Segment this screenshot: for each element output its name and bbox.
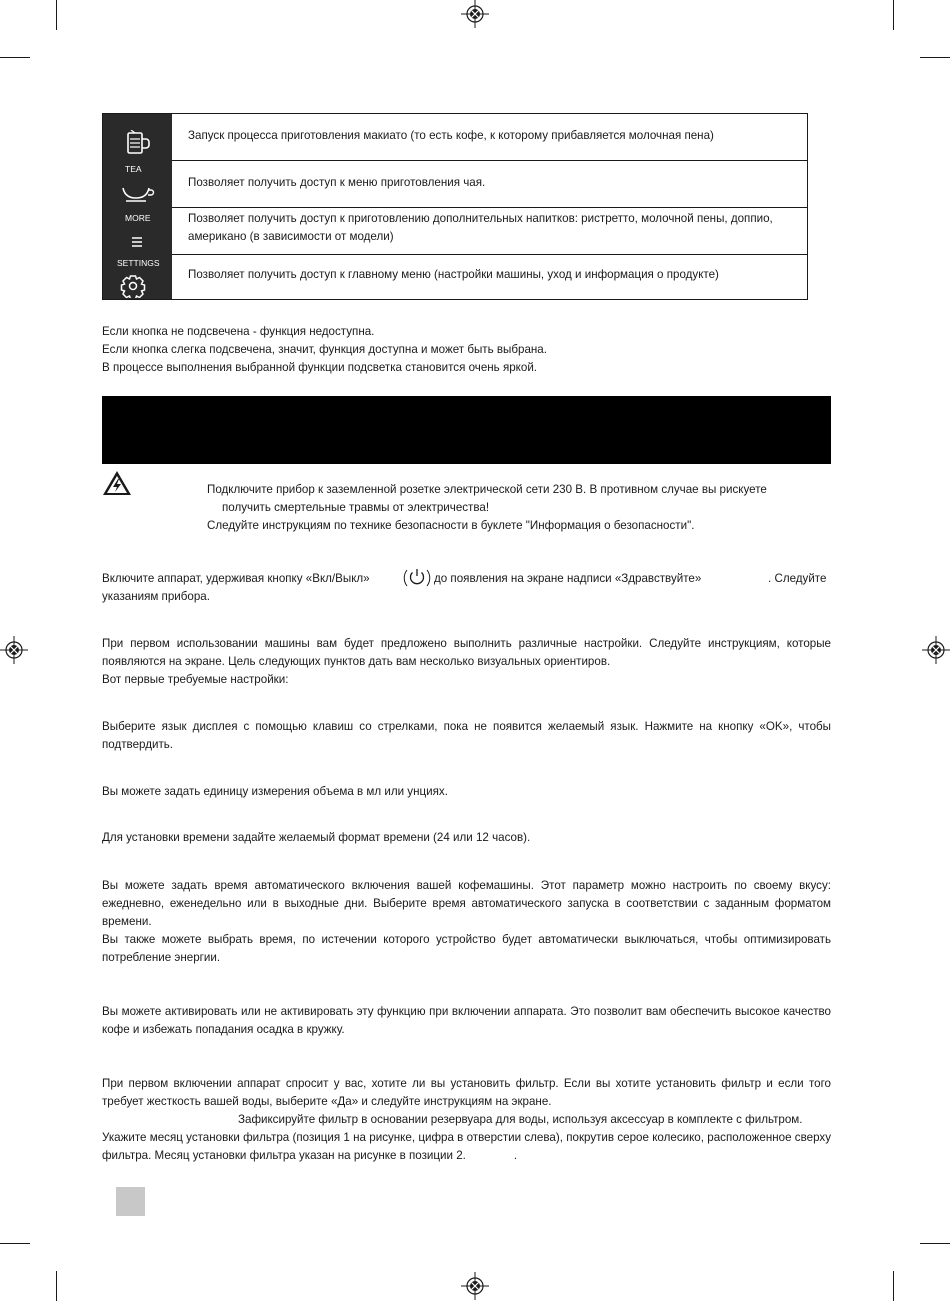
filter-text-3-body: Укажите месяц установки фильтра (позиция 1 на рисунке, цифра в отверстии слева), покрутив серое колесико, расположенное сверху фильтра. Месяц установки фильтра указан на рисунке в позиции 2. [102, 1131, 831, 1162]
first-use-paragraph [102, 635, 831, 689]
language-paragraph: Выберите язык дисплея с помощью клавиш со стрелками, пока не появится желаемый язык. Нажмите на кнопку «OK», чтобы подтвердить. [102, 720, 831, 751]
button-state-line: Если кнопка не подсвечена - функция недоступна. [102, 325, 375, 338]
table-row-icon-cell [102, 160, 172, 207]
time-paragraph: Для установки времени задайте желаемый формат времени (24 или 12 часов). [102, 831, 531, 844]
registration-mark-top [461, 0, 489, 28]
tea-description: Позволяет получить доступ к меню приготовления чая. [188, 176, 486, 189]
crop-mark [893, 1271, 894, 1301]
filter-text-3 [102, 1129, 831, 1165]
settings-label: SETTINGS [117, 258, 160, 268]
first-use-text: При первом использовании машины вам будет предложено выполнить различные настройки. Следуйте инструкциям, которые появляются на экране. Цель следующих пунктов дать вам несколько визуальных ориентиров. [102, 637, 831, 668]
power-on-text-4: указаниям прибора. [102, 590, 210, 603]
units-paragraph: Вы можете задать единицу измерения объема в мл или унциях. [102, 785, 448, 798]
settings-description: Позволяет получить доступ к главному меню (настройки машины, уход и информация о продукте) [188, 268, 719, 281]
crop-mark [920, 57, 950, 58]
power-icon [402, 563, 432, 593]
auto-on-text: Вы можете задать время автоматического включения вашей кофемашины. Этот параметр можно настроить по своему вкусу: ежедневно, еженедельно или в выходные дни. Выберите время автоматического запуска в соответствии с заданным форматом времени. [102, 879, 831, 928]
warning-line-2: получить смертельные травмы от электричества! [222, 501, 490, 514]
crop-mark [56, 1271, 57, 1301]
first-use-list-intro: Вот первые требуемые настройки: [102, 673, 289, 686]
crop-mark [893, 0, 894, 30]
more-label: MORE [125, 213, 151, 223]
button-state-line: В процессе выполнения выбранной функции подсветка становится очень яркой. [102, 361, 538, 374]
auto-off-text: Вы также можете выбрать время, по истечении которого устройство будет автоматически выключаться, чтобы оптимизировать потребление энергии. [102, 933, 831, 964]
power-on-text-3: . Следуйте [768, 572, 827, 585]
registration-mark-left [0, 636, 28, 664]
registration-mark-right [922, 636, 950, 664]
filter-text-2: Зафиксируйте фильтр в основании резервуара для воды, используя аксессуар в комплекте с фильтром. [238, 1113, 803, 1126]
macchiato-cup-icon [102, 130, 172, 156]
filter-paragraph [102, 1075, 831, 1165]
crop-mark [920, 1243, 950, 1244]
filter-text-3-end: . [513, 1149, 518, 1162]
electric-hazard-icon [102, 470, 132, 496]
crop-mark [56, 0, 57, 30]
registration-mark-bottom [461, 1272, 489, 1300]
crop-mark [0, 57, 30, 58]
page-number-marker [116, 1187, 145, 1216]
tea-cup-icon [102, 182, 172, 204]
function-table [102, 113, 808, 300]
table-row-icon-cell [102, 207, 172, 254]
warning-line-1: Подключите прибор к заземленной розетке электрической сети 230 В. В противном случае вы рискуете [207, 483, 767, 496]
auto-on-paragraph [102, 877, 831, 967]
warning-line-3: Следуйте инструкциям по технике безопасности в буклете "Информация о безопасности". [207, 519, 695, 532]
power-on-text-1: Включите аппарат, удерживая кнопку «Вкл/Выкл» [102, 572, 370, 585]
tea-label: TEA [125, 164, 142, 174]
power-on-text-2: до появления на экране надписи «Здравствуйте» [434, 572, 702, 585]
table-row-icon-cell [102, 113, 172, 160]
more-description: Позволяет получить доступ к приготовлению дополнительных напитков: ристретто, молочной пены, доппио, американо (в зависимости от модели) [188, 212, 773, 243]
section-banner [102, 396, 831, 464]
crop-mark [0, 1243, 30, 1244]
rinse-paragraph: Вы можете активировать или не активировать эту функцию при включении аппарата. Это позволит вам обеспечить высокое качество кофе и избежать попадания осадка в кружку. [102, 1005, 831, 1036]
menu-lines-icon [102, 235, 172, 249]
button-state-line: Если кнопка слегка подсвечена, значит, функция доступна и может быть выбрана. [102, 343, 547, 356]
gear-icon [102, 274, 172, 298]
macchiato-description: Запуск процесса приготовления макиато (то есть кофе, к которому прибавляется молочная пена) [188, 129, 714, 142]
filter-text-1: При первом включении аппарат спросит у вас, хотите ли вы установить фильтр. Если вы хотите установить фильтр и если того требует жесткость вашей воды, выберите «Да» и следуйте инструкциям на экране. [102, 1077, 831, 1108]
table-row-icon-cell [102, 254, 172, 300]
